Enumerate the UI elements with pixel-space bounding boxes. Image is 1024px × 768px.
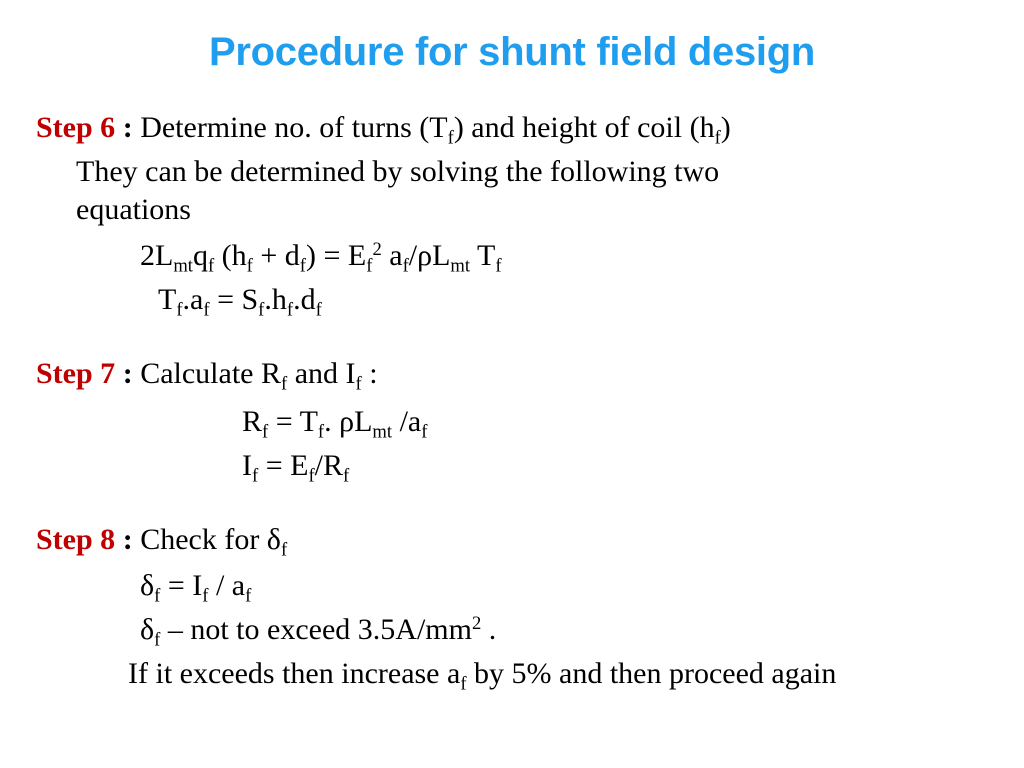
subscript: f xyxy=(299,255,306,277)
step7-equation-1 xyxy=(242,404,428,443)
subscript: f xyxy=(315,299,322,321)
step7-text: Calculate R xyxy=(140,357,281,390)
step8-colon: : xyxy=(115,523,141,556)
subscript: f xyxy=(714,127,721,149)
step8-text: Check for δ xyxy=(140,523,281,556)
subscript: f xyxy=(286,299,294,321)
subscript: f xyxy=(366,255,373,277)
step6-text-3: ) xyxy=(720,111,731,144)
subscript: f xyxy=(447,127,454,149)
step6-colon: : xyxy=(115,111,141,144)
eq-text: 2L xyxy=(140,239,174,272)
subscript: f xyxy=(460,673,467,695)
step6-heading xyxy=(36,110,731,149)
subscript: f xyxy=(280,539,288,561)
superscript: 2 xyxy=(471,612,482,634)
eq-text: δ xyxy=(140,569,155,602)
eq-text: T xyxy=(158,283,177,316)
subscript: f xyxy=(246,255,253,277)
eq-text: q xyxy=(192,239,208,272)
subscript: mt xyxy=(173,255,193,277)
superscript: 2 xyxy=(372,238,382,260)
step7-label: Step 7 xyxy=(36,357,116,390)
step8-heading xyxy=(36,522,288,561)
subscript: f xyxy=(252,465,259,487)
note-text: by 5% and then proceed again xyxy=(466,657,837,690)
subscript: f xyxy=(258,299,265,321)
subscript: f xyxy=(280,373,288,395)
step8-label: Step 8 xyxy=(36,523,116,556)
eq-text: R xyxy=(242,405,263,438)
eq-text: = E xyxy=(258,449,309,482)
subscript: f xyxy=(203,299,210,321)
eq-text: (h xyxy=(214,239,247,272)
step6-text-2: ) and height of coil (h xyxy=(453,111,715,144)
step6-equation-1 xyxy=(140,238,502,277)
eq-text: .a xyxy=(182,283,204,316)
step6-text: Determine no. of turns (T xyxy=(140,111,448,144)
eq-text: – not to exceed 3.5A/mm xyxy=(160,613,472,646)
eq-text: /ρL xyxy=(408,239,451,272)
eq-text: a xyxy=(381,239,403,272)
subscript: f xyxy=(154,629,161,651)
subscript: f xyxy=(154,585,161,607)
step8-equation-2 xyxy=(140,612,497,651)
eq-text: .d xyxy=(293,283,316,316)
subscript: mt xyxy=(450,255,471,277)
subscript: f xyxy=(262,421,269,443)
eq-text: / a xyxy=(208,569,246,602)
eq-text: ) = E xyxy=(306,239,367,272)
subscript: f xyxy=(245,585,252,607)
page-title: Procedure for shunt field design xyxy=(208,30,816,74)
subscript: f xyxy=(421,421,428,443)
step7-colon: : xyxy=(115,357,141,390)
step8-equation-1 xyxy=(140,568,252,607)
subscript: f xyxy=(207,255,215,277)
eq-text: δ xyxy=(140,613,155,646)
subscript: f xyxy=(495,255,502,277)
subscript: mt xyxy=(372,421,393,443)
eq-text: I xyxy=(242,449,252,482)
subscript: f xyxy=(176,299,183,321)
eq-text: .h xyxy=(264,283,287,316)
subscript: f xyxy=(355,373,362,395)
eq-text: = I xyxy=(160,569,203,602)
step6-label: Step 6 xyxy=(36,111,116,144)
subscript: f xyxy=(343,465,350,487)
step6-description-line1: They can be determined by solving the following two xyxy=(76,155,720,188)
eq-text: . ρL xyxy=(324,405,373,438)
note-text: If it exceeds then increase a xyxy=(128,657,461,690)
step7-heading xyxy=(36,356,378,395)
eq-text: = T xyxy=(268,405,318,438)
step6-equation-2 xyxy=(158,282,322,321)
step7-text-3: : xyxy=(361,357,378,390)
eq-text: + d xyxy=(252,239,300,272)
subscript: f xyxy=(402,255,409,277)
subscript: f xyxy=(308,465,315,487)
step6-description-line2: equations xyxy=(76,193,191,226)
eq-text: /a xyxy=(392,405,422,438)
subscript: f xyxy=(202,585,209,607)
eq-text: /R xyxy=(314,449,344,482)
eq-text: T xyxy=(470,239,496,272)
step7-text-2: and I xyxy=(287,357,356,390)
eq-text: = S xyxy=(209,283,259,316)
subscript: f xyxy=(317,421,325,443)
step8-note xyxy=(128,656,837,695)
eq-text: . xyxy=(481,613,497,646)
step7-equation-2 xyxy=(242,448,350,487)
